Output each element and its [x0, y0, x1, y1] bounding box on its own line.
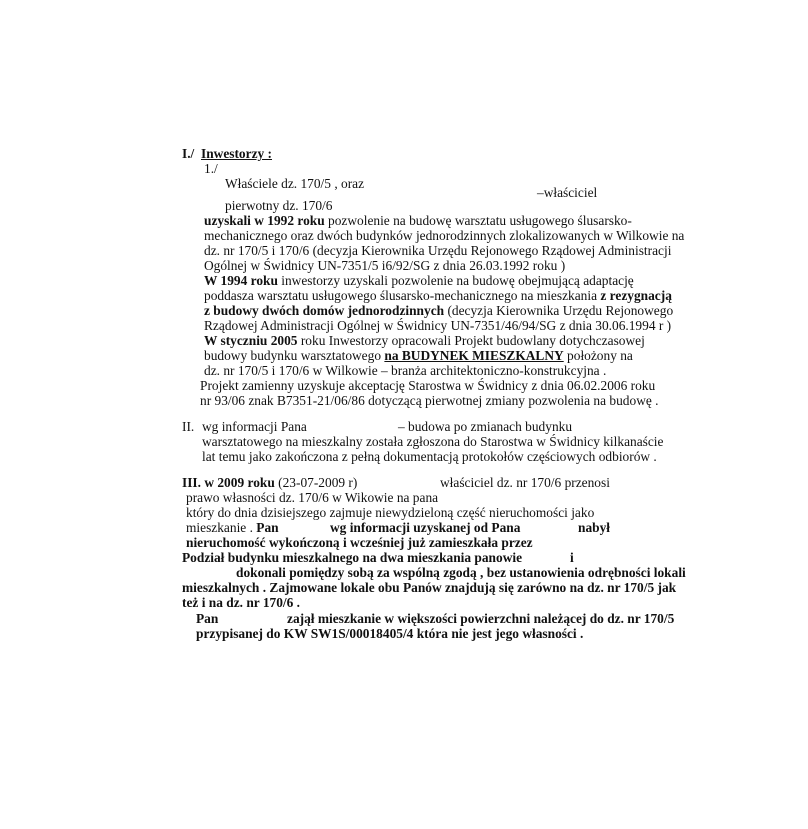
section-3-line-7: dokonali pomiędzy sobą za wspólną zgodą , bez ustanowienia odrębności lokali	[236, 565, 686, 580]
section-1-title: Inwestorzy :	[200, 146, 273, 161]
section-3-line-4b: Pan	[256, 520, 279, 535]
p4-line-1: Projekt zamienny uzyskuje akceptację Starostwa w Świdnicy z dnia 06.02.2006 roku	[200, 378, 656, 393]
owner-suffix: –właściciel	[537, 185, 598, 200]
p2-line-3-text: (decyzja Kierownika Urzędu Rejonowego	[444, 303, 674, 318]
p1-line-2: mechanicznego oraz dwóch budynków jednorodzinnych zlokalizowanych w Wilkowie na	[204, 228, 685, 243]
section-3-line-5: nieruchomość wykończoną i wcześniej już zamieszkała przez	[186, 535, 533, 550]
section-3-date: (23-07-2009 r)	[274, 475, 358, 490]
original-owner: pierwotny dz. 170/6	[225, 198, 333, 213]
p2-line-3	[204, 303, 673, 318]
p4-line-2: nr 93/06 znak B7351-21/06/86 dotyczącą pierwotnej zmiany pozwolenia na budowę .	[200, 393, 659, 408]
section-3-line-4a: mieszkanie .	[186, 520, 257, 535]
section-3-line-4c: wg informacji uzyskanej od Pana	[330, 520, 521, 535]
p3-line-1	[204, 333, 645, 348]
p2-line-1-text: inwestorzy uzyskali pozwolenie na budowę obejmującą adaptację	[277, 273, 634, 288]
building-type-emphasis: na BUDYNEK MIESZKALNY	[384, 348, 564, 363]
p3-line-3: dz. nr 170/5 i 170/6 w Wilkowie – branża architektoniczno-konstrukcyjna .	[204, 363, 607, 378]
p2-line-3-bold: z budowy dwóch domów jednorodzinnych	[204, 303, 445, 318]
section-2-line-3: lat temu jako zakończona z pełną dokumentacją protokołów częściowych odbiorów .	[202, 449, 657, 464]
p2-line-1	[204, 273, 634, 288]
section-1-number: I./	[182, 146, 195, 161]
p1-line-1-text: pozwolenie na budowę warsztatu usługowego ślusarsko-	[324, 213, 632, 228]
p2-bold: W 1994 roku	[204, 273, 278, 288]
section-3-line-8: mieszkalnych . Zajmowane lokale obu Panów znajdują się zarówno na dz. nr 170/5 jak	[182, 580, 677, 595]
p1-bold: uzyskali w 1992 roku	[204, 213, 325, 228]
owners-line: Właściele dz. 170/5 , oraz	[225, 176, 365, 191]
section-3-line-1b: właściciel dz. nr 170/6 przenosi	[440, 475, 610, 490]
section-3-line-11: przypisanej do KW SW1S/00018405/4 która nie jest jego własności .	[196, 626, 584, 641]
p2-line-4: Rządowej Administracji Ogólnej w Świdnicy UN-7351/46/94/SG z dnia 30.06.1994 r )	[204, 318, 672, 333]
section-3-line-9: też i na dz. nr 170/6 .	[182, 595, 301, 610]
p3-line-2	[204, 348, 633, 363]
p2-line-2-bold: z rezygnacją	[600, 288, 672, 303]
section-2-line-1a: wg informacji Pana	[202, 419, 307, 434]
section-2-number: II.	[182, 419, 195, 434]
p3-bold: W styczniu 2005	[204, 333, 298, 348]
section-3-line-2: prawo własności dz. 170/6 w Wikowie na pana	[186, 490, 439, 505]
section-3-line-4d: nabył	[578, 520, 611, 535]
section-3-line-4	[186, 520, 279, 535]
section-1-heading	[182, 146, 272, 161]
p3-line-2-text: budowy budynku warsztatowego	[204, 348, 385, 363]
section-3-number: III.	[182, 475, 201, 490]
section-3-line-6b: i	[570, 550, 574, 565]
p2-line-2-text: poddasza warsztatu usługowego ślusarsko-mechanicznego na mieszkania	[204, 288, 601, 303]
p1-line-3: dz. nr 170/5 i 170/6 (decyzja Kierownika Urzędu Rejonowego Rządowej Administracji	[204, 243, 672, 258]
section-3-line-10b: zajął mieszkanie w większości powierzchni należącej do dz. nr 170/5	[287, 611, 675, 626]
p2-line-2	[204, 288, 672, 303]
section-3-line-10a: Pan	[196, 611, 219, 626]
p1-line-4: Ogólnej w Świdnicy UN-7351/5 i6/92/SG z dnia 26.03.1992 roku )	[204, 258, 566, 273]
section-2-line-1b: – budowa po zmianach budynku	[398, 419, 573, 434]
section-3-line-3: który do dnia dzisiejszego zajmuje niewydzieloną część nieruchomości jako	[186, 505, 595, 520]
p1-line-1	[204, 213, 632, 228]
section-2-line-2: warsztatowego na mieszkalny została zgłoszona do Starostwa w Świdnicy kilkanaście	[202, 434, 664, 449]
section-3-line-6: Podział budynku mieszkalnego na dwa mieszkania panowie	[182, 550, 523, 565]
p3-line-2-tail: położony na	[563, 348, 633, 363]
item-1-number: 1./	[204, 161, 218, 176]
section-3-year: w 2009 roku	[204, 475, 275, 490]
p3-line-1-text: roku Inwestorzy opracowali Projekt budowlany dotychczasowej	[297, 333, 645, 348]
section-3-line-1	[182, 475, 357, 490]
